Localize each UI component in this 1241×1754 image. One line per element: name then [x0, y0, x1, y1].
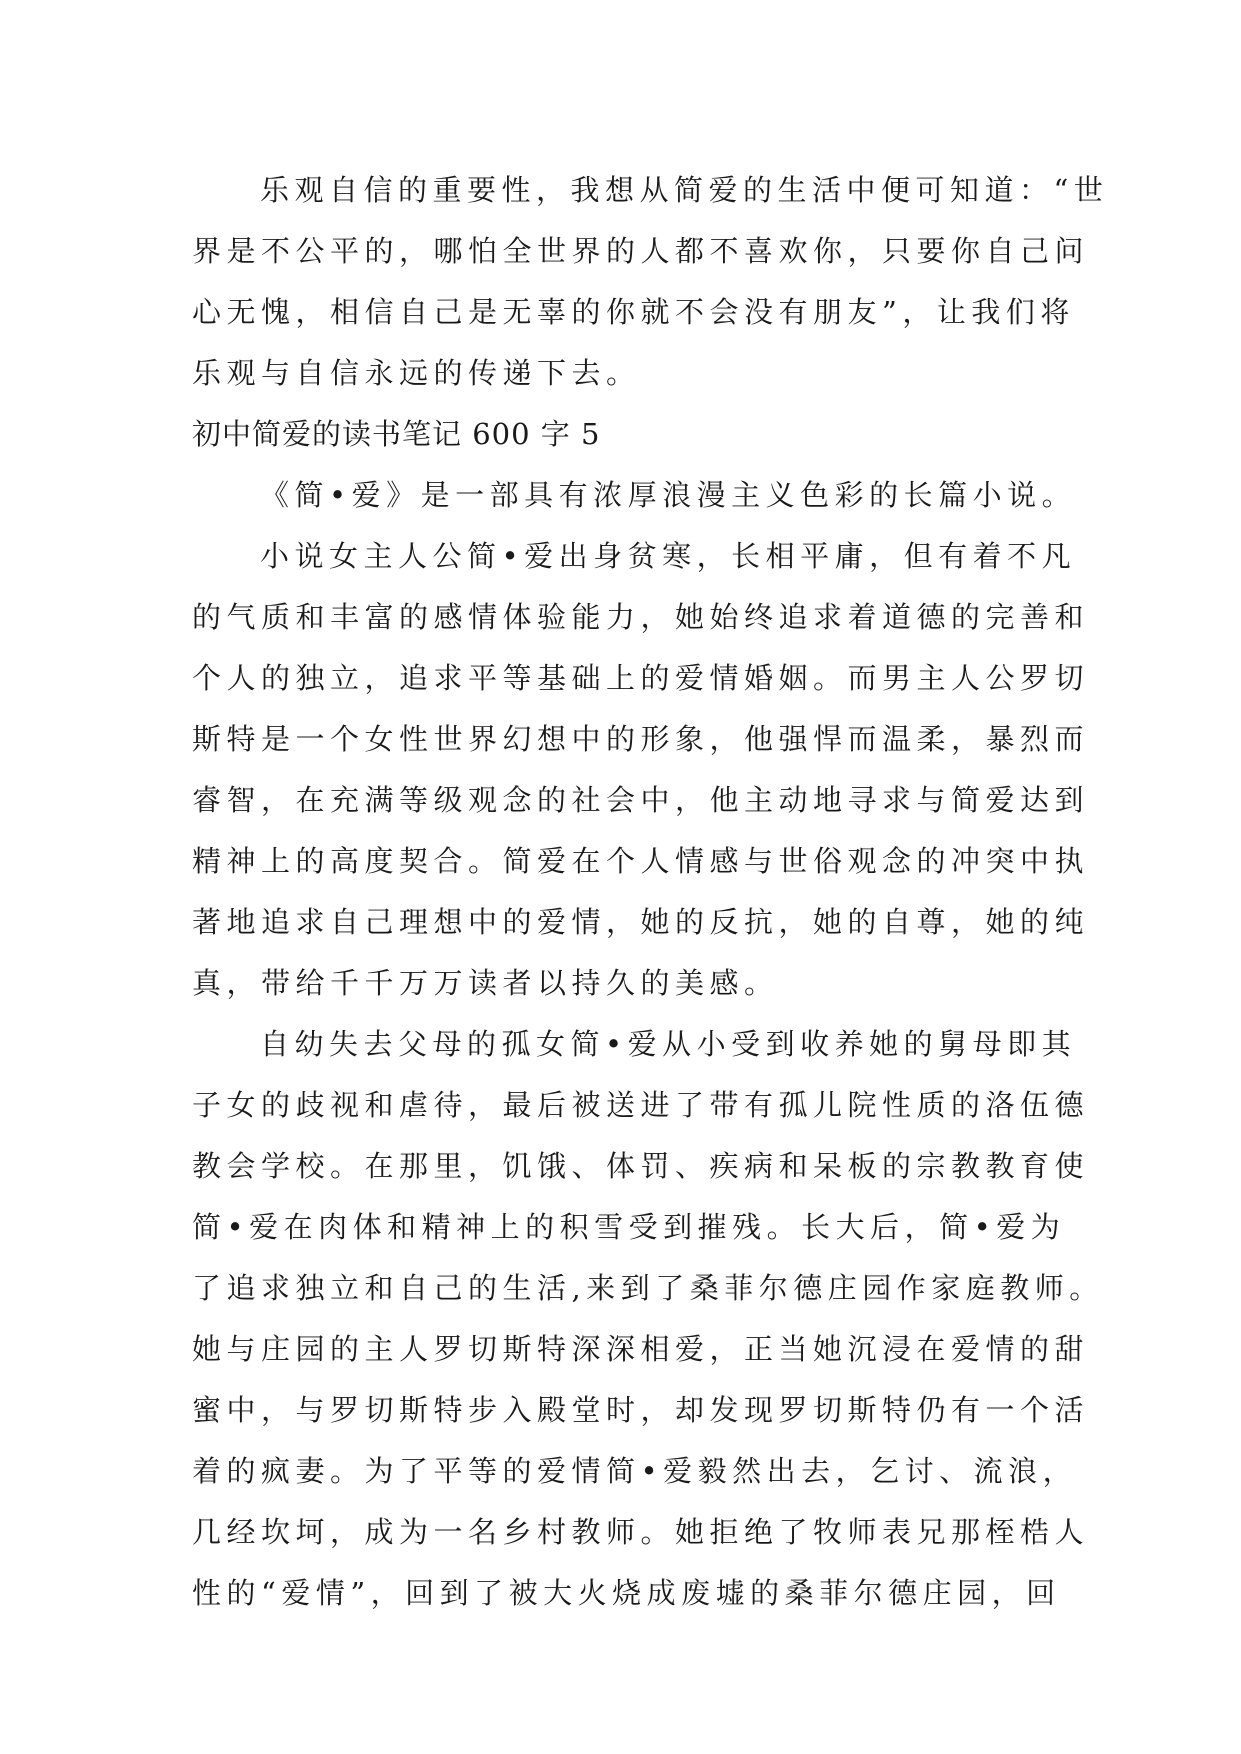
section-heading: 初中简爱的读书笔记 600 字 5: [192, 417, 601, 451]
paragraph-line: 真，带给千千万万读者以持久的美感。: [192, 966, 779, 1000]
paragraph-line: 小说女主人公简•爱出身贫寒，长相平庸，但有着不凡: [260, 539, 1077, 573]
paragraph-line: 精神上的高度契合。简爱在个人情感与世俗观念的冲突中执: [192, 844, 1090, 878]
paragraph-line: 性的“爱情”，回到了被大火烧成废墟的桑菲尔德庄园，回: [192, 1576, 1061, 1610]
paragraph-line: 乐观自信的重要性，我想从简爱的生活中便可知道：“世: [260, 173, 1109, 207]
paragraph-line: 乐观与自信永远的传递下去。: [192, 356, 641, 390]
paragraph-line: 《简•爱》是一部具有浓厚浪漫主义色彩的长篇小说。: [260, 478, 1077, 512]
paragraph-line: 自幼失去父母的孤女简•爱从小受到收养她的舅母即其: [260, 1027, 1077, 1061]
paragraph-line: 斯特是一个女性世界幻想中的形象，他强悍而温柔，暴烈而: [192, 722, 1090, 756]
paragraph-line: 简•爱在肉体和精神上的积雪受到摧残。长大后，简•爱为: [192, 1210, 1066, 1244]
paragraph-line: 几经坎坷，成为一名乡村教师。她拒绝了牧师表兄那桎梏人: [192, 1515, 1090, 1549]
document-body: [192, 160, 1109, 1624]
paragraph-line: 她与庄园的主人罗切斯特深深相爱，正当她沉浸在爱情的甜: [192, 1332, 1090, 1366]
paragraph-line: 个人的独立，追求平等基础上的爱情婚姻。而男主人公罗切: [192, 661, 1090, 695]
paragraph-line: 子女的歧视和虐待，最后被送进了带有孤儿院性质的洛伍德: [192, 1088, 1090, 1122]
paragraph-line: 着的疯妻。为了平等的爱情简•爱毅然出去，乞讨、流浪，: [192, 1454, 1078, 1488]
paragraph-line: 教会学校。在那里，饥饿、体罚、疾病和呆板的宗教教育使: [192, 1149, 1090, 1183]
paragraph-line: 了追求独立和自己的生活,来到了桑菲尔德庄园作家庭教师。: [192, 1271, 1104, 1305]
paragraph-line: 的气质和丰富的感情体验能力，她始终追求着道德的完善和: [192, 600, 1090, 634]
paragraph-line: 界是不公平的，哪怕全世界的人都不喜欢你，只要你自己问: [192, 234, 1090, 268]
paragraph-line: 心无愧，相信自己是无辜的你就不会没有朋友”，让我们将: [192, 295, 1075, 329]
paragraph-line: 蜜中，与罗切斯特步入殿堂时，却发现罗切斯特仍有一个活: [192, 1393, 1090, 1427]
paragraph-line: 著地追求自己理想中的爱情，她的反抗，她的自尊，她的纯: [192, 905, 1090, 939]
paragraph-line: 睿智，在充满等级观念的社会中，他主动地寻求与简爱达到: [192, 783, 1090, 817]
